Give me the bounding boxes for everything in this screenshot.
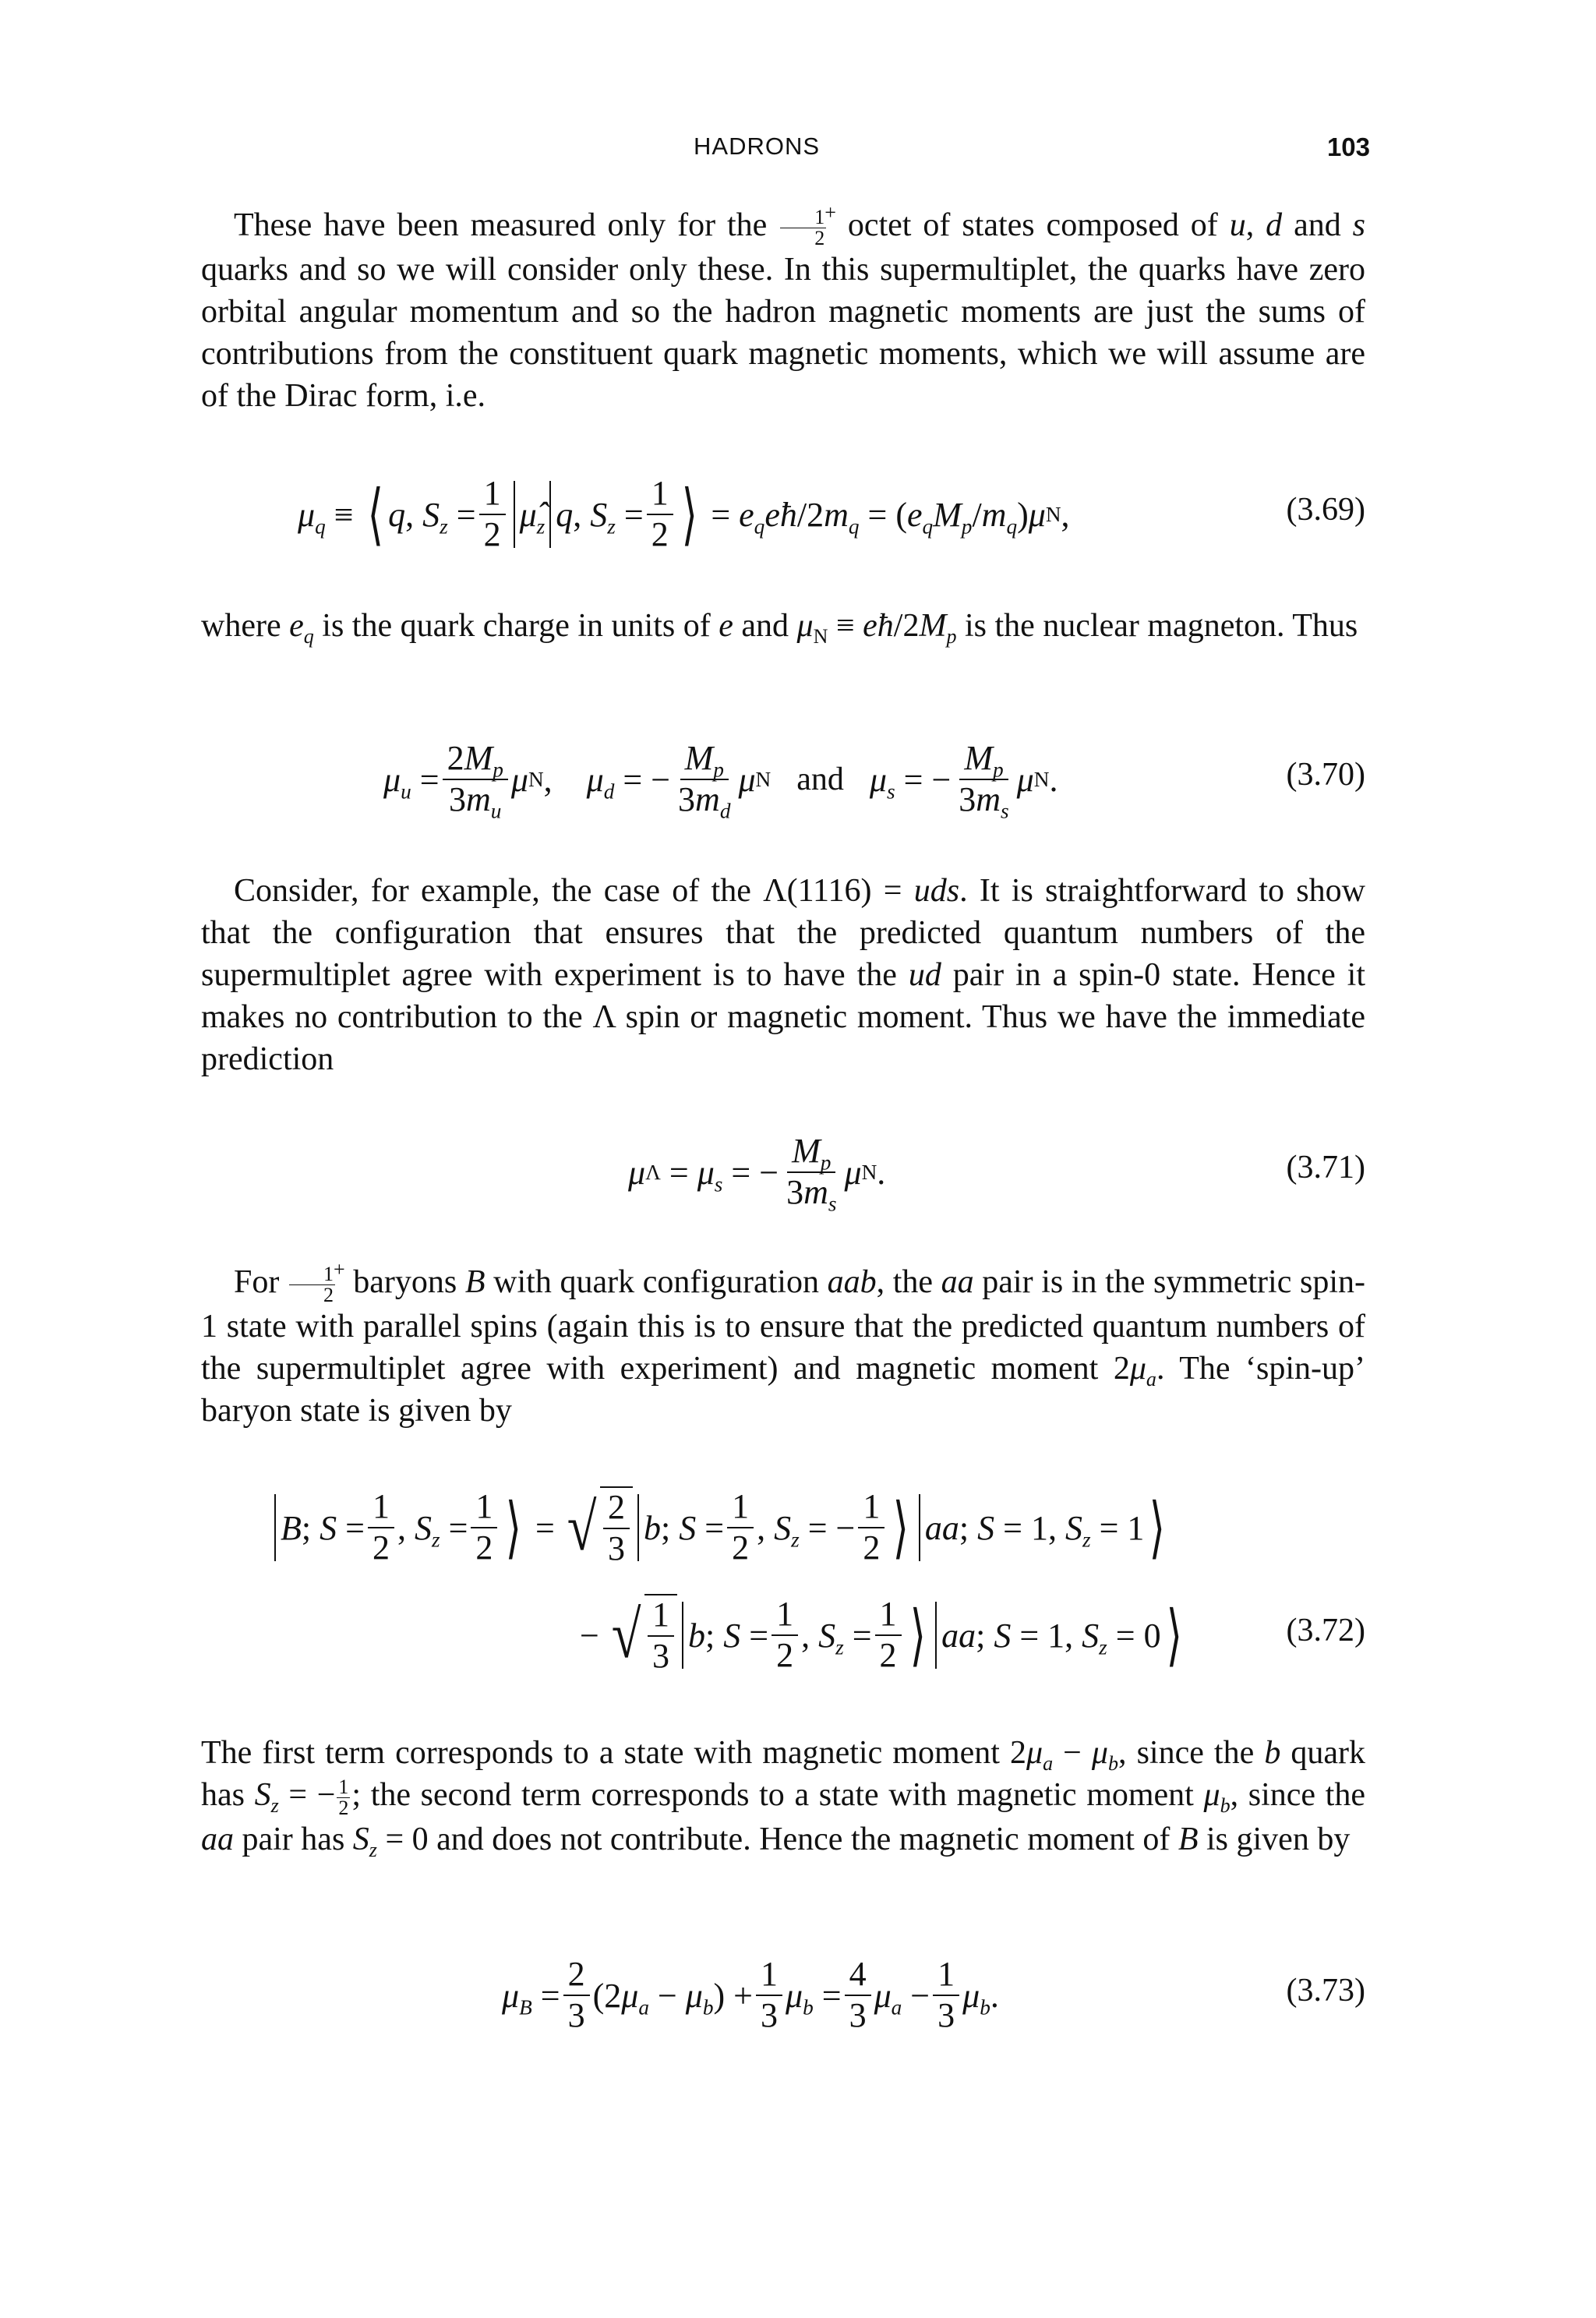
equation-number: (3.69): [1286, 492, 1365, 528]
equation-3-70: $\mu_u$ = $\frac{2M_p}{3m_u}$ μ N , $\mu_d$ = − $\frac{M_p}{3m_d}$ μ N and $\mu_s$ = − $\frac{M_p}{3m_s}$ μ N . (3.70): [383, 739, 1365, 823]
equation-3-73: $\mu_B$ = $\frac{2}{3}$ (2 $\mu_a$ − $\mu_b$ ) + $\frac{1}{3}$ $\mu_b$ = $\frac{4}{3}$ $\mu_a$ − $\frac{1}{3}$ $\mu_b$ . (3.73): [502, 1955, 1365, 2034]
paragraph-4: For $\frac{1}{2}$ + baryons B with quark configuration aab, the aa pair is in the symmetric spin-1 state with parallel spins (again this is to ensure that the predicted quantum numbers of the supermultiplet agree with experiment) and magnetic moment $2\mu_a$. The ‘spin-up’ baryon state is given by: [201, 1258, 1365, 1429]
equation-text-and: and: [796, 761, 844, 797]
page-number: 103: [1326, 133, 1370, 161]
running-title: HADRONS: [694, 133, 821, 160]
equation-number: (3.70): [1286, 757, 1365, 793]
equation-number: (3.72): [1286, 1613, 1365, 1648]
equation-3-71: μ Λ = $\mu_s$ = − $\frac{M_p}{3m_s}$ μ N . (3.71): [628, 1132, 1365, 1216]
equation-number: (3.71): [1286, 1150, 1365, 1186]
equation-3-69: $\mu_q$ ≡ ⟨ q , $S_z$ = $\frac{1}{2}$ $\mû_z$ q , $S_z$ = $\frac{1}{2}$ ⟩ = $e_qeħ$ /2 $m_q$ = ( $e_qM_p$ / $m_q$ ) μ N , (3.69): [298, 474, 1365, 553]
equation-number: (3.73): [1286, 1973, 1365, 2009]
paragraph-1: These have been measured only for the $\frac{1}{2}$ + octet of states composed of u, d and s quarks and so we will consider only these. In this supermultiplet, the quarks have zero orbital angular momentum and so the hadron magnetic moments are just the sums of contributions from the constituent quark magnetic moments, which we will assume are of the Dirac form, i.e.: [201, 201, 1365, 414]
equation-3-72: B ; S = $\frac{1}{2}$ , $S_z$ = $\frac{1}{2}$ ⟩ = √ $\frac{2}{3}$ b ; S = $\frac{1}{2}$ , $S_z$ = − $\frac{1}{2}$ ⟩ aa ; S = 1, $S_z$ = 1 ⟩ − √ $\frac{1}{3}$ b ; S = $\frac{1}{2}$ , $S_z$ = $\frac{1}{2}$ ⟩ aa ; S = 1, $S_z$ = 0 ⟩ (3.72): [0, 1481, 1596, 1684]
paragraph-5: The first term corresponds to a state with magnetic moment $2\mu_a - \mu_b$, since the b quark has $S_z$ = − $\frac{1}{2}$ ; the second term corresponds to a state with magnetic moment $\mu_b$, since the aa pair has $S_z = 0$ and does not contribute. Hence the magnetic moment of B is given by: [201, 1735, 1365, 1861]
paragraph-3: Consider, for example, the case of the Λ(1116) = uds. It is straightforward to show that the configuration that ensures that the predicted quantum numbers of the supermultiplet agree with experiment is to have the ud pair in a spin-0 state. Hence it makes no contribution to the Λ spin or magnetic moment. Thus we have the immediate prediction: [201, 873, 1365, 1077]
paragraph-2: where $e_q$ is the quark charge in units of e and $\mu_N$ ≡ $eħ/2M_p$ is the nuclear magneton. Thus: [201, 608, 1358, 648]
running-header: [0, 133, 1596, 171]
